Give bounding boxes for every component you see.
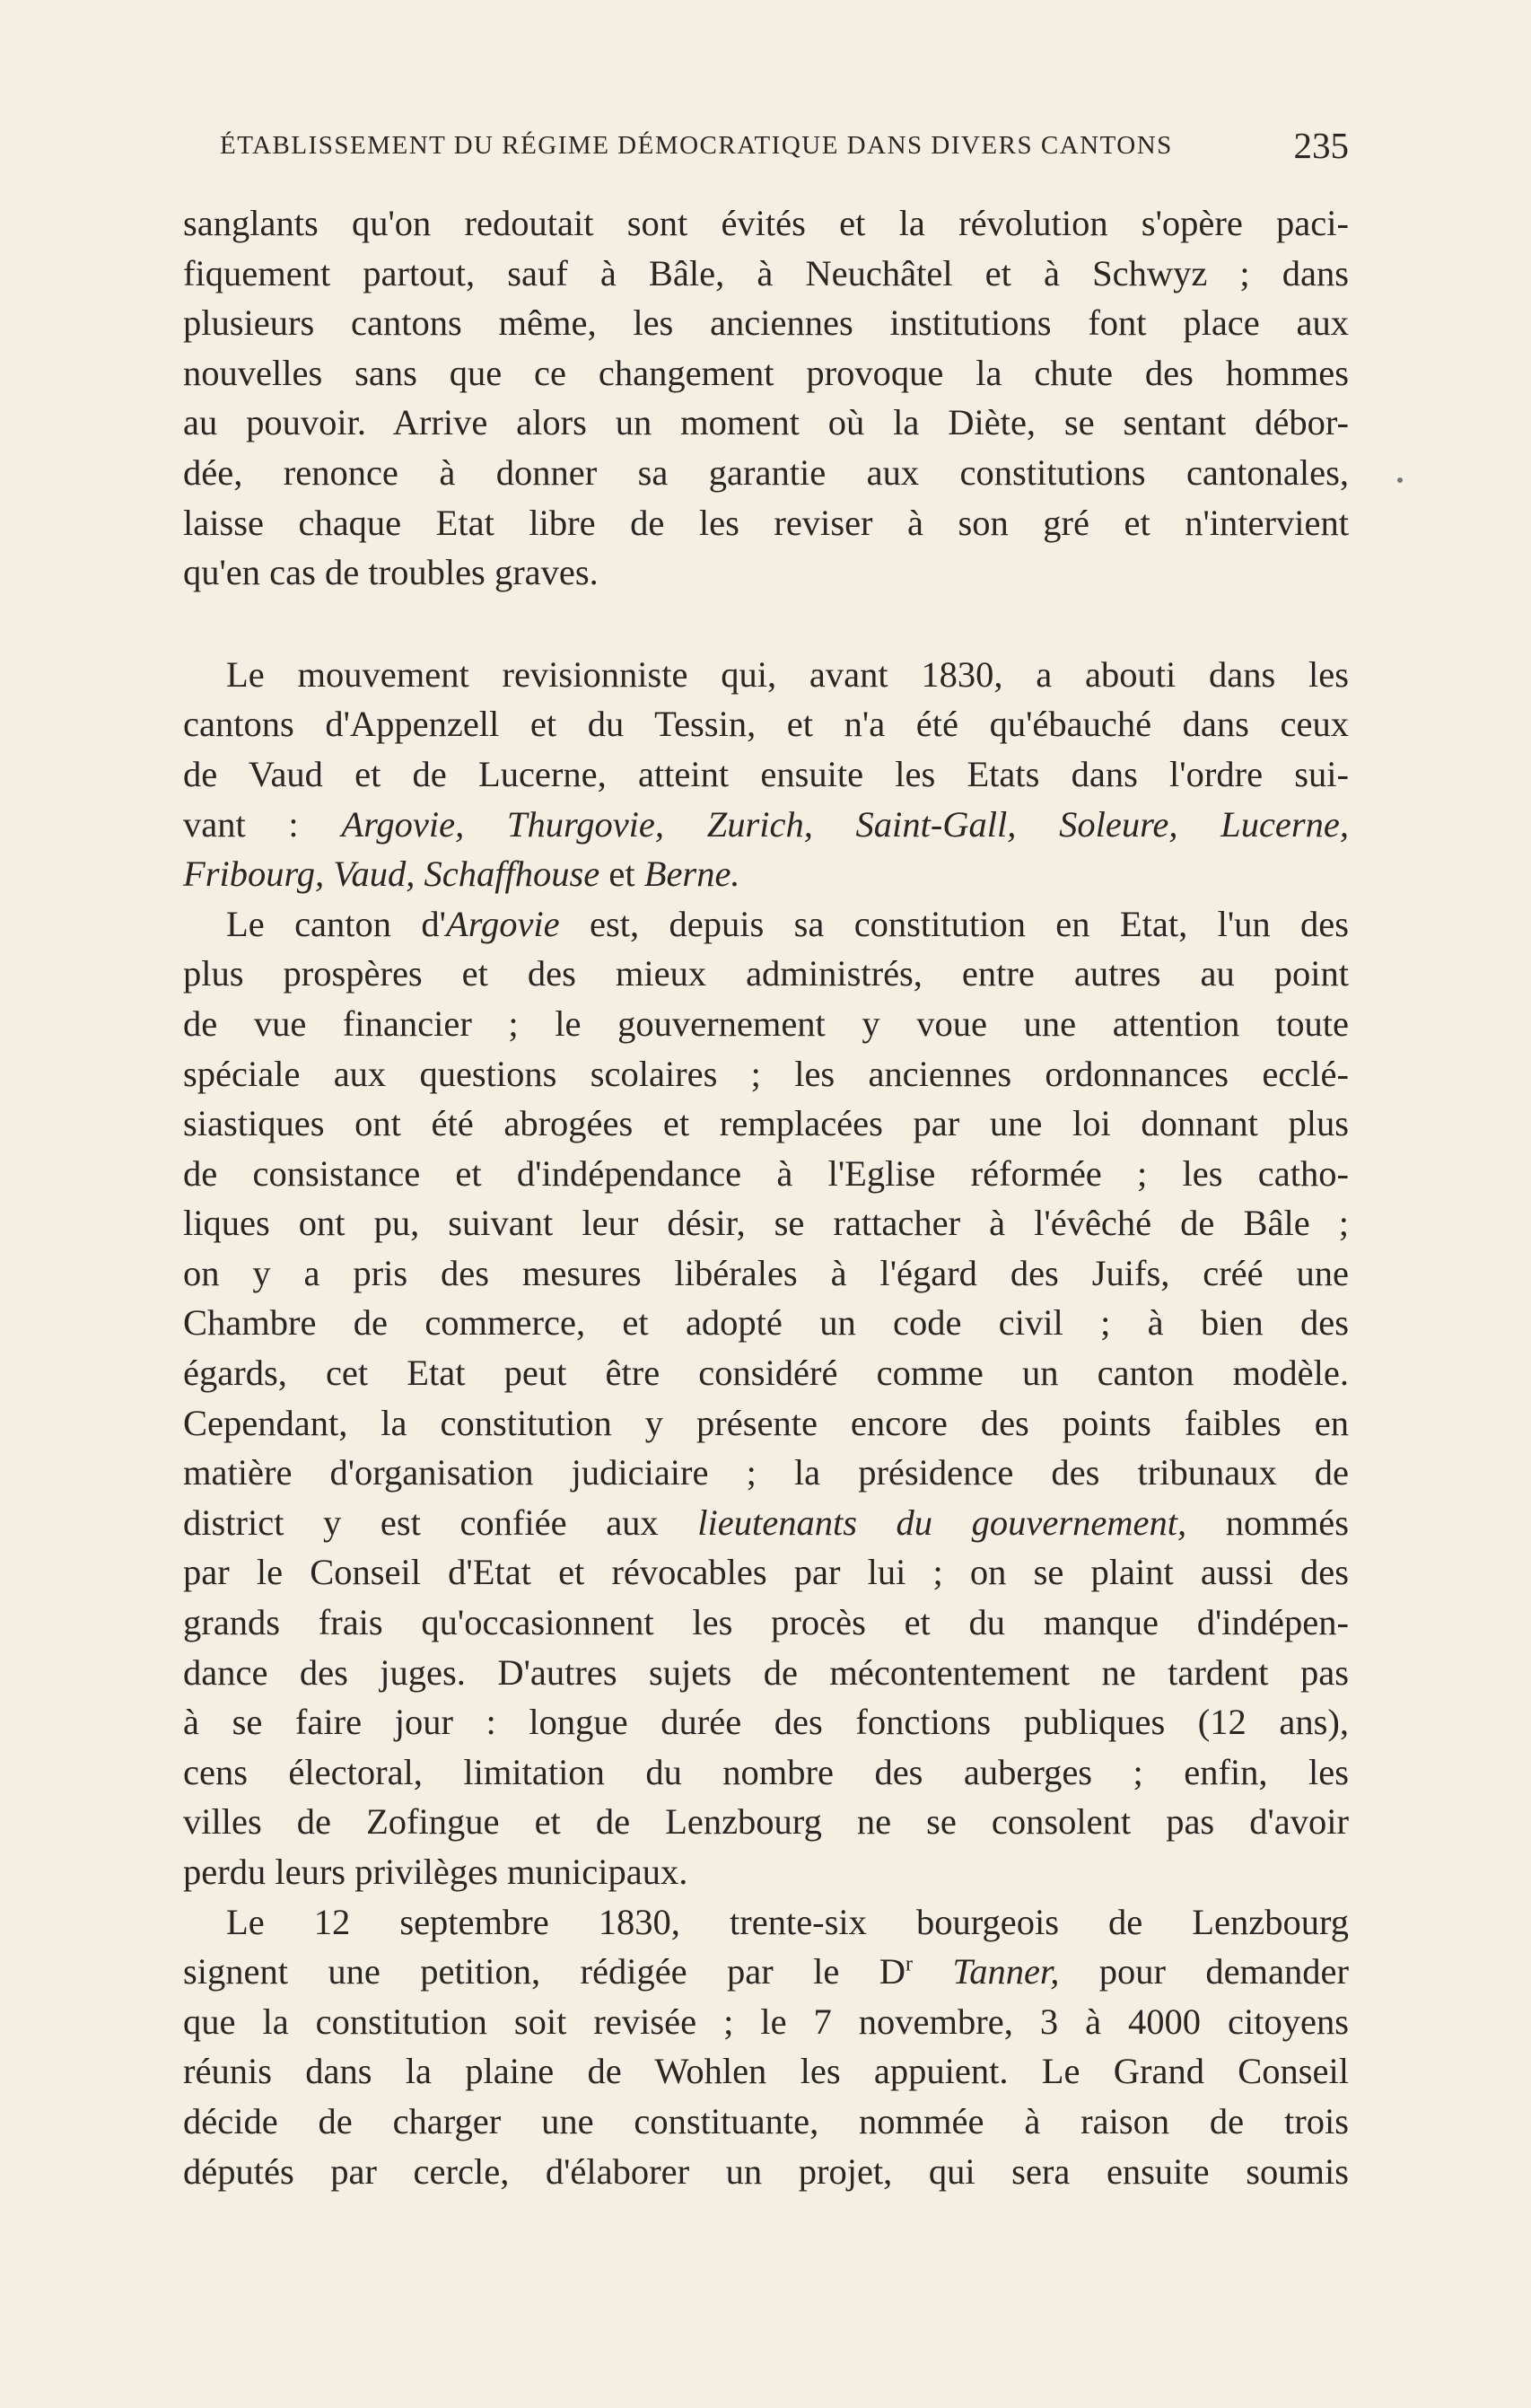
- text-line: cantons d'Appenzell et du Tessin, et n'a été qu'ébauché dans ceux: [183, 704, 1349, 745]
- text-line: réunis dans la plaine de Wohlen les appuient. Le Grand Conseil: [183, 2051, 1349, 2092]
- text-line: [183, 800, 1349, 850]
- text-line: plus prospères et des mieux administrés, entre autres au point: [183, 953, 1349, 994]
- text-line: de consistance et d'indépendance à l'Eglise réformée ; les catho-: [183, 1152, 1349, 1194]
- running-title: ÉTABLISSEMENT DU RÉGIME DÉMOCRATIQUE DANS DIVERS CANTONS: [220, 131, 1173, 160]
- text-line: villes de Zofingue et de Lenzbourg ne se consolent pas d'avoir: [183, 1801, 1349, 1843]
- text-run: district y est confiée aux: [183, 1502, 698, 1543]
- text-line: qu'en cas de troubles graves.: [183, 552, 599, 593]
- text-line: Le 12 septembre 1830, trente-six bourgeois de Lenzbourg: [226, 1901, 1349, 1942]
- paragraph-2: [183, 650, 1349, 899]
- paragraph-4: [183, 1897, 1349, 2197]
- text-line: égards, cet Etat peut être considéré comme un canton modèle.: [183, 1353, 1349, 1394]
- text-run: est, depuis sa constitution en Etat, l'un des: [559, 903, 1350, 944]
- text-line: sanglants qu'on redoutait sont évités et la révolution s'opère paci-: [183, 203, 1349, 243]
- person-name-italic: Tanner,: [952, 1951, 1060, 1992]
- text-line: Cependant, la constitution y présente encore des points faibles en: [183, 1402, 1349, 1443]
- canton-name-italic: Argovie: [445, 903, 560, 944]
- page-number: 235: [1293, 125, 1349, 166]
- superscript: r: [905, 1952, 913, 1976]
- text-line: liques ont pu, suivant leur désir, se rattacher à l'évêché de Bâle ;: [183, 1203, 1349, 1244]
- text-line: que la constitution soit revisée ; le 7 novembre, 3 à 4000 citoyens: [183, 2001, 1349, 2042]
- text-line: cens électoral, limitation du nombre des auberges ; enfin, les: [183, 1751, 1349, 1792]
- text-line: à se faire jour : longue durée des fonctions publiques (12 ans),: [183, 1702, 1349, 1743]
- text-line: spéciale aux questions scolaires ; les anciennes ordonnances ecclé-: [183, 1053, 1349, 1094]
- term-italic: lieutenants du gouvernement,: [697, 1502, 1187, 1543]
- text-line: on y a pris des mesures libérales à l'égard des Juifs, créé une: [183, 1252, 1349, 1293]
- text-line: fiquement partout, sauf à Bâle, à Neuchâtel et à Schwyz ; dans: [183, 252, 1349, 293]
- text-run: signent une petition, rédigée par le D: [183, 1951, 905, 1992]
- text-line: par le Conseil d'Etat et révocables par lui ; on se plaint aussi des: [183, 1552, 1349, 1593]
- text-line: dée, renonce à donner sa garantie aux constitutions cantonales,: [183, 451, 1349, 493]
- text-line: députés par cercle, d'élaborer un projet, qui sera ensuite soumis: [183, 2150, 1349, 2192]
- text-line: [183, 899, 1349, 950]
- text-line: Le mouvement revisionniste qui, avant 1830, a abouti dans les: [226, 653, 1349, 695]
- paragraph-1: [183, 198, 1349, 598]
- text-run: nommés: [1186, 1502, 1349, 1543]
- text-run: Le canton d': [226, 903, 446, 944]
- text-line: plusieurs cantons même, les anciennes institutions font place aux: [183, 302, 1349, 344]
- paragraph-3: [183, 899, 1349, 1897]
- paragraph-gap: [183, 598, 1349, 650]
- text-line: décide de charger une constituante, nommée à raison de trois: [183, 2100, 1349, 2141]
- text-line: nouvelles sans que ce changement provoque la chute des hommes: [183, 352, 1349, 393]
- running-header: [220, 124, 1349, 174]
- text-run: vant :: [183, 803, 342, 845]
- text-line: [183, 849, 1349, 899]
- text-line: grands frais qu'occasionnent les procès et du manque d'indépen-: [183, 1602, 1349, 1643]
- text-line: laisse chaque Etat libre de les reviser à son gré et n'intervient: [183, 502, 1349, 543]
- text-run: pour demander: [1059, 1951, 1350, 1992]
- text-line: Chambre de commerce, et adopté un code civil ; à bien des: [183, 1302, 1349, 1344]
- text-run: et: [599, 854, 644, 895]
- text-line: matière d'organisation judiciaire ; la présidence des tribunaux de: [183, 1452, 1349, 1493]
- canton-list-italic: Fribourg, Vaud, Schaffhouse: [183, 854, 600, 895]
- text-line: [183, 1498, 1349, 1548]
- canton-name-italic: Berne.: [643, 854, 740, 895]
- text-line: au pouvoir. Arrive alors un moment où la Diète, se sentant débor-: [183, 402, 1349, 443]
- margin-mark: [1397, 477, 1403, 483]
- text-line: de Vaud et de Lucerne, atteint ensuite les Etats dans l'ordre sui-: [183, 753, 1349, 794]
- text-line: de vue financier ; le gouvernement y voue une attention toute: [183, 1003, 1349, 1044]
- body-text: [183, 198, 1349, 2196]
- text-line: dance des juges. D'autres sujets de mécontentement ne tardent pas: [183, 1651, 1349, 1693]
- text-line: [183, 1947, 1349, 1997]
- text-line: perdu leurs privilèges municipaux.: [183, 1852, 688, 1892]
- canton-list-italic: Argovie, Thurgovie, Zurich, Saint-Gall, Soleure, Lucerne,: [341, 803, 1350, 845]
- text-line: siastiques ont été abrogées et remplacées par une loi donnant plus: [183, 1103, 1349, 1144]
